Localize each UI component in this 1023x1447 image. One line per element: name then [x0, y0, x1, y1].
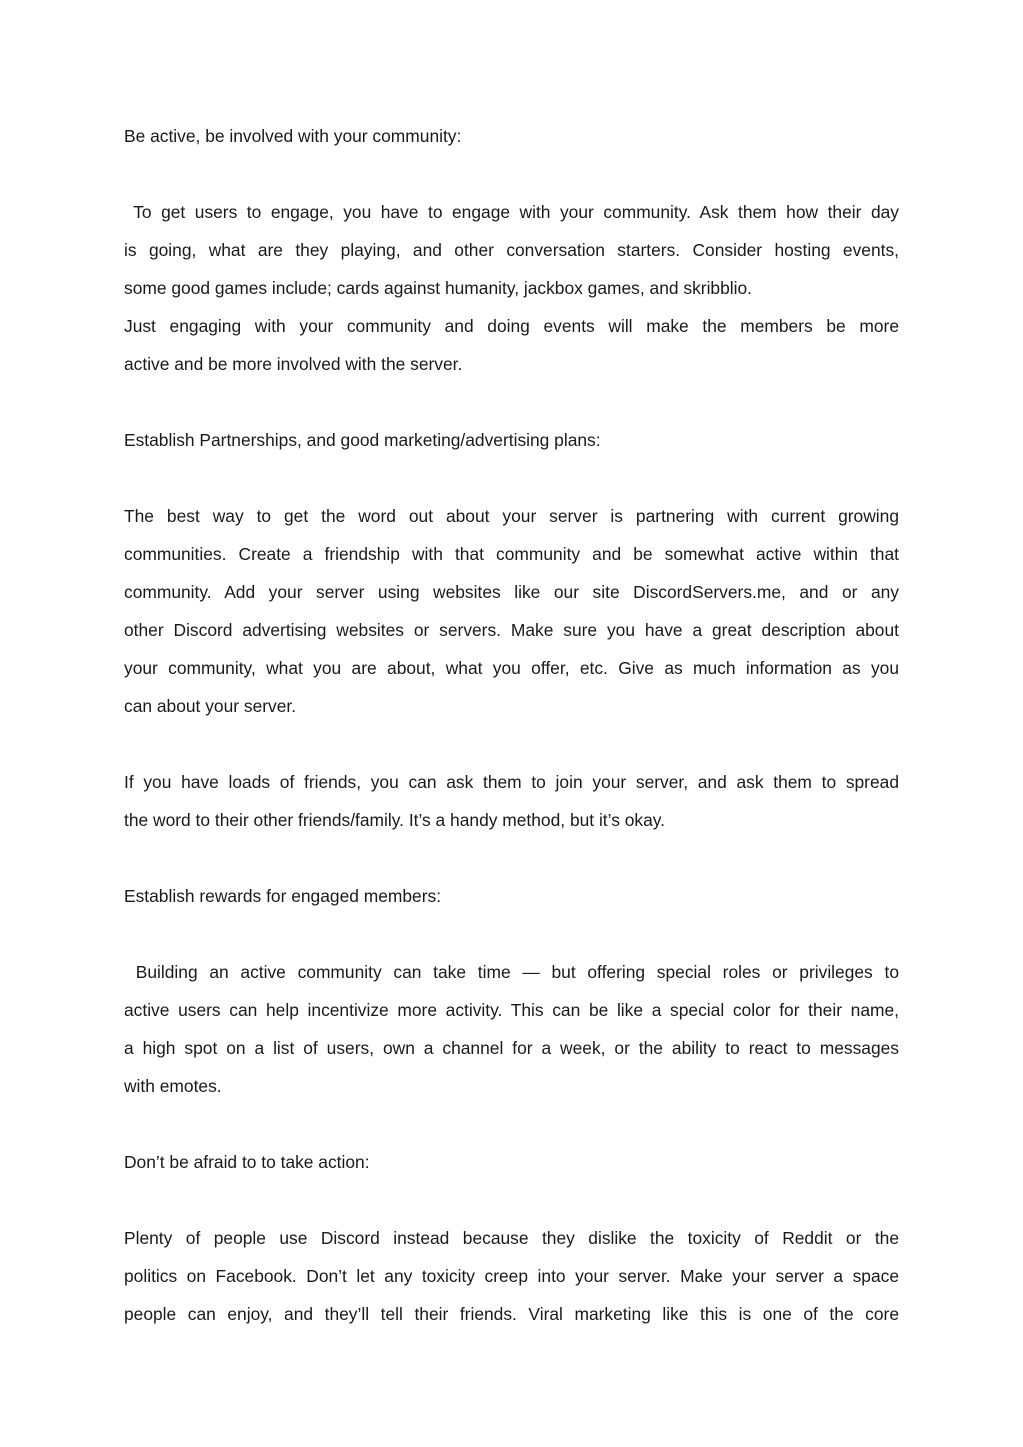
- text-line: your community, what you are about, what you offer, etc. Give as much information as you: [124, 658, 899, 678]
- section-heading-rewards: [124, 877, 899, 915]
- text-line: The best way to get the word out about your server is partnering with current growing: [124, 506, 899, 526]
- text-line: some good games include; cards against humanity, jackbox games, and skribblio.: [124, 278, 753, 298]
- text-line: other Discord advertising websites or servers. Make sure you have a great description about: [124, 620, 899, 640]
- text-line: can about your server.: [124, 696, 297, 716]
- text-line: Building an active community can take time — but offering special roles or privileges to: [124, 962, 899, 982]
- paragraph-toxicity: [124, 1219, 899, 1333]
- section-heading-community: [124, 117, 899, 155]
- text-line: community. Add your server using websites like our site DiscordServers.me, and or any: [124, 582, 899, 602]
- text-line: a high spot on a list of users, own a channel for a week, or the ability to react to messages: [124, 1038, 899, 1058]
- text-line: politics on Facebook. Don’t let any toxicity creep into your server. Make your server a space: [124, 1266, 899, 1286]
- paragraph-partnering: [124, 497, 899, 725]
- text-line: If you have loads of friends, you can ask them to join your server, and ask them to spread: [124, 772, 899, 792]
- text-line: Just engaging with your community and doing events will make the members be more: [124, 316, 899, 336]
- text-line: is going, what are they playing, and other conversation starters. Consider hosting events,: [124, 240, 899, 260]
- document-body: [124, 117, 899, 1371]
- text-line: Plenty of people use Discord instead because they dislike the toxicity of Reddit or the: [124, 1228, 899, 1248]
- heading-line: Be active, be involved with your community:: [124, 126, 462, 146]
- text-line: communities. Create a friendship with that community and be somewhat active within that: [124, 544, 899, 564]
- heading-line: Establish Partnerships, and good marketing/advertising plans:: [124, 430, 601, 450]
- paragraph-rewards: [124, 953, 899, 1105]
- text-line: active and be more involved with the server.: [124, 354, 463, 374]
- section-heading-action: [124, 1143, 899, 1181]
- section-heading-partnerships: [124, 421, 899, 459]
- text-line: the word to their other friends/family. It’s a handy method, but it’s okay.: [124, 810, 665, 830]
- text-line: with emotes.: [124, 1076, 222, 1096]
- heading-line: Don’t be afraid to to take action:: [124, 1152, 370, 1172]
- paragraph-engage: [124, 193, 899, 383]
- heading-line: Establish rewards for engaged members:: [124, 886, 442, 906]
- text-line: To get users to engage, you have to engage with your community. Ask them how their day: [124, 202, 899, 222]
- paragraph-friends: [124, 763, 899, 839]
- text-line: people can enjoy, and they’ll tell their friends. Viral marketing like this is one of the core: [124, 1304, 899, 1324]
- text-line: active users can help incentivize more activity. This can be like a special color for their name,: [124, 1000, 899, 1020]
